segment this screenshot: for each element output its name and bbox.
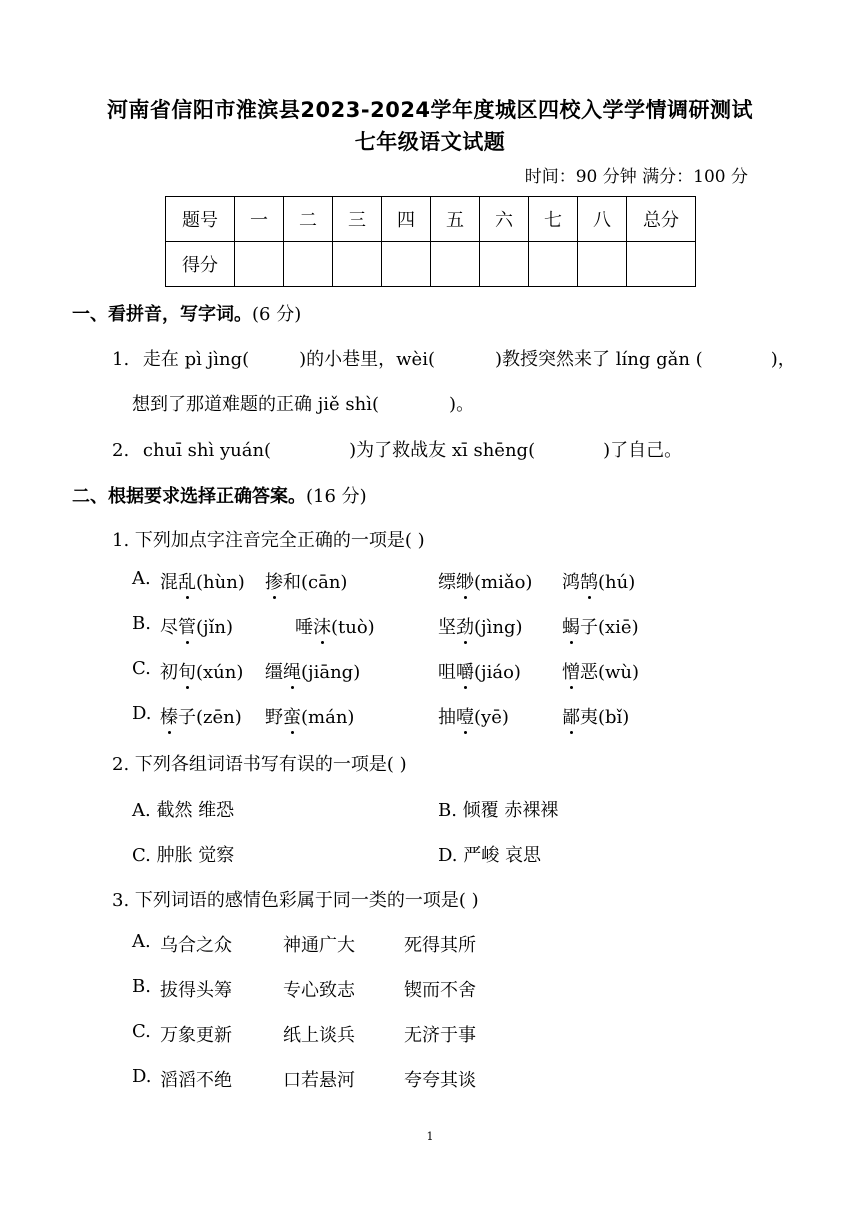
score-cell: 二 (284, 197, 333, 242)
s2-q1-option-b-word1: 尽管(jǐn) (160, 613, 233, 639)
s2-q1-option-c-label: C. (132, 658, 151, 679)
s2-q1-option-c-word4: 憎恶(wù) (562, 658, 639, 684)
section-2-heading (72, 482, 367, 508)
s2-q3-option-c-word3: 无济于事 (404, 1025, 476, 1046)
s2-q1-option-b-word3: 坚劲(jìng) (438, 613, 523, 639)
s2-q1-option-c-word1: 初旬(xún) (160, 658, 243, 684)
s2-q3-option-b-word1: 拔得头筹 (160, 980, 232, 1001)
s2-q2-option-b: B. 倾覆 赤裸裸 (438, 800, 559, 821)
question-number: 2. (112, 440, 130, 461)
score-input-cell[interactable] (333, 242, 382, 287)
score-cell: 三 (333, 197, 382, 242)
score-cell: 四 (382, 197, 431, 242)
exam-subtitle: 七年级语文试题 (354, 130, 506, 154)
s2-q3-option-a-label: A. (132, 931, 151, 952)
score-cell: 总分 (627, 197, 696, 242)
s2-q3-option-c-word1: 万象更新 (160, 1025, 232, 1046)
score-input-cell[interactable] (578, 242, 627, 287)
s2-q1-option-b-word2: 唾沫(tuò) (295, 613, 375, 639)
question-text: )。 (449, 394, 475, 415)
score-input-cell[interactable] (480, 242, 529, 287)
score-cell: 得分 (166, 242, 235, 287)
s2-q1-option-a-word1: 混乱(hùn) (160, 568, 245, 594)
s2-q3-option-b-word2: 专心致志 (283, 980, 355, 1001)
s2-q1-option-c-word2: 缰绳(jiāng) (265, 658, 360, 684)
score-cell: 六 (480, 197, 529, 242)
s2-q3-option-b-word3: 锲而不舍 (404, 980, 476, 1001)
s2-q1-option-a-label: A. (132, 568, 151, 589)
question-text: )为了救战友 xī shēng( (349, 440, 536, 461)
s2-q3-option-d-word2: 口若悬河 (283, 1070, 355, 1091)
question-text: )了自己。 (603, 440, 683, 461)
s2-q3-option-d-word1: 滔滔不绝 (160, 1070, 232, 1091)
s2-q3-option-c-word2: 纸上谈兵 (283, 1025, 355, 1046)
s2-q1-option-d-word4: 鄙夷(bǐ) (562, 703, 629, 729)
section-1-title: 一、看拼音，写字词。 (72, 304, 252, 325)
page-number: 1 (426, 1130, 434, 1143)
exam-title: 河南省信阳市淮滨县2023-2024学年度城区四校入学学情调研测试 (106, 98, 754, 122)
score-input-cell[interactable] (235, 242, 284, 287)
score-input-cell[interactable] (431, 242, 480, 287)
score-input-cell[interactable] (284, 242, 333, 287)
s2-q1-option-c-word3: 咀嚼(jiáo) (438, 658, 521, 684)
s2-q1-stem: 1. 下列加点字注音完全正确的一项是( ) (112, 530, 425, 551)
s2-q3-option-b-label: B. (132, 976, 151, 997)
score-table-header-row (166, 197, 696, 242)
s2-q1-option-a-word3: 缥缈(miǎo) (438, 568, 532, 594)
question-text: )的小巷里，wèi( (299, 349, 435, 370)
question-text: 走在 pì jìng( (142, 349, 250, 370)
question-text: )， (770, 349, 796, 370)
s1-q2-line (112, 436, 682, 462)
s2-q3-stem: 3. 下列词语的感情色彩属于同一类的一项是( ) (112, 890, 479, 911)
question-text: chuī shì yuán( (142, 440, 272, 461)
section-1-heading (72, 300, 301, 326)
s2-q1-option-a-word4: 鸿鹄(hú) (562, 568, 635, 594)
exam-meta: 时间：90 分钟 满分：100 分 (524, 167, 748, 187)
s2-q1-option-d-label: D. (132, 703, 152, 724)
score-table-score-row (166, 242, 696, 287)
score-cell: 八 (578, 197, 627, 242)
score-input-cell[interactable] (382, 242, 431, 287)
section-2-points: (16 分) (306, 486, 367, 507)
s2-q1-option-b-label: B. (132, 613, 151, 634)
section-2-title: 二、根据要求选择正确答案。 (72, 486, 306, 507)
question-text: 想到了那道难题的正确 jiě shì( (132, 394, 380, 415)
section-1-points: (6 分) (252, 304, 302, 325)
score-input-cell[interactable] (627, 242, 696, 287)
s2-q3-option-d-label: D. (132, 1066, 152, 1087)
s2-q1-option-d-word2: 野蛮(mán) (265, 703, 354, 729)
question-number: 1. (112, 349, 130, 370)
score-cell: 七 (529, 197, 578, 242)
s2-q3-option-a-word2: 神通广大 (283, 935, 355, 956)
s2-q2-stem: 2. 下列各组词语书写有误的一项是( ) (112, 754, 407, 775)
s2-q1-option-d-word3: 抽噎(yē) (438, 703, 509, 729)
s1-q1-line1 (112, 345, 796, 371)
score-input-cell[interactable] (529, 242, 578, 287)
s2-q2-option-a: A. 截然 维恐 (132, 800, 235, 821)
score-table (165, 196, 696, 287)
s2-q3-option-a-word1: 乌合之众 (160, 935, 232, 956)
s2-q1-option-d-word1: 榛子(zēn) (160, 703, 242, 729)
s2-q1-option-b-word4: 蝎子(xiē) (562, 613, 639, 639)
s2-q2-option-d: D. 严峻 哀思 (438, 845, 541, 866)
s2-q2-option-c: C. 肿胀 觉察 (132, 845, 235, 866)
score-cell: 一 (235, 197, 284, 242)
question-text: )教授突然来了 líng gǎn ( (495, 349, 703, 370)
score-cell: 题号 (166, 197, 235, 242)
s2-q1-option-a-word2: 掺和(cān) (265, 568, 347, 594)
score-cell: 五 (431, 197, 480, 242)
s2-q3-option-c-label: C. (132, 1021, 151, 1042)
s2-q3-option-d-word3: 夸夸其谈 (404, 1070, 476, 1091)
s1-q1-line2 (132, 390, 474, 416)
s2-q3-option-a-word3: 死得其所 (404, 935, 476, 956)
